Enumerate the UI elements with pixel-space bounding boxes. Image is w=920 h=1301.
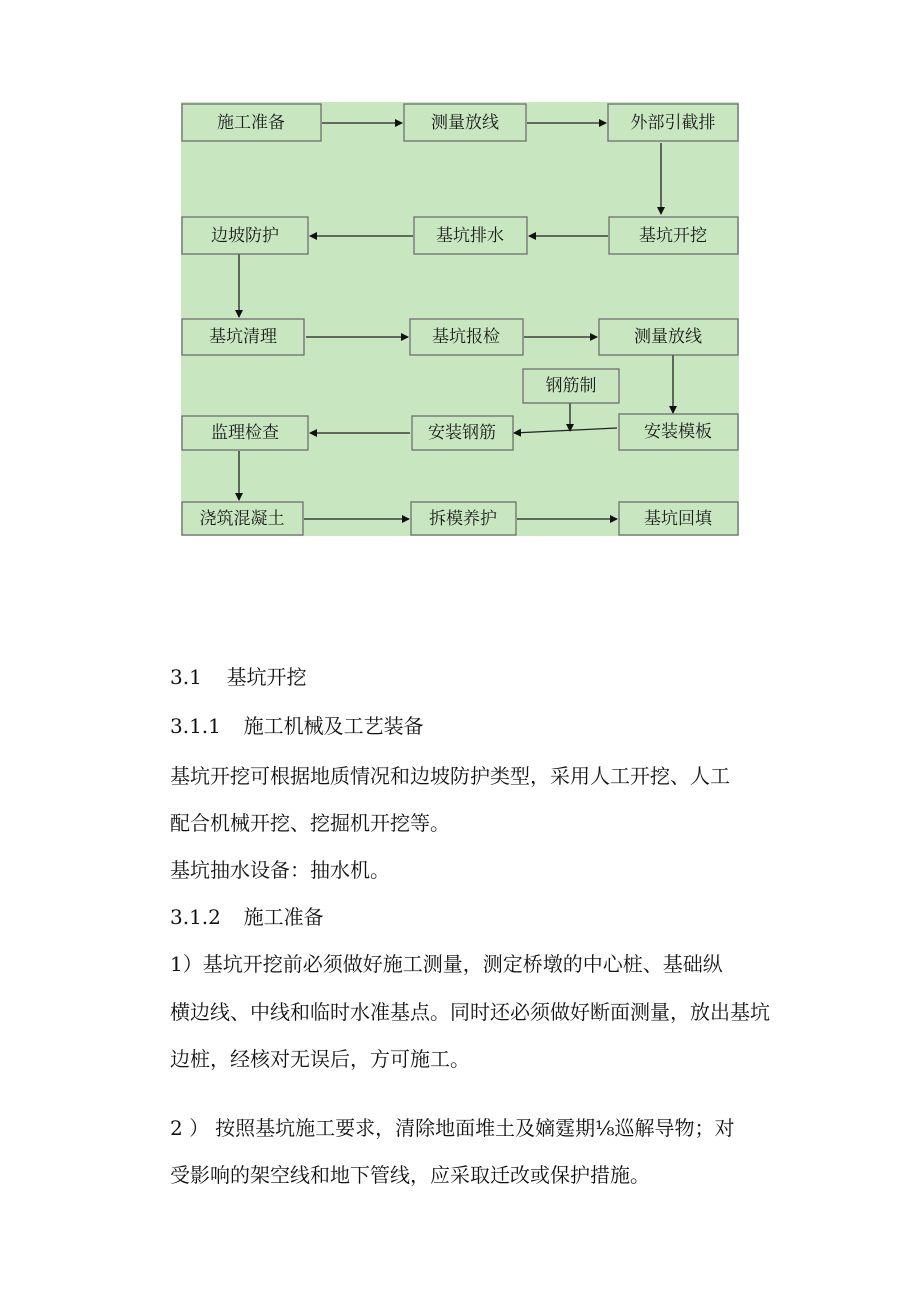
section-heading-3-1-2 (170, 907, 324, 927)
node-rebar-install-label: 安装钢筋 (428, 423, 496, 443)
node-backfill-label: 基坑回填 (644, 509, 712, 529)
construction-flowchart (0, 0, 920, 560)
node-clean-label: 基坑清理 (209, 327, 277, 347)
node-pour-label: 浇筑混凝土 (199, 509, 285, 529)
section-number: 3.1.2 (170, 905, 221, 929)
node-slope-label: 边坡防护 (211, 226, 279, 246)
node-survey2-label: 测量放线 (634, 327, 702, 347)
node-excavate-label: 基坑开挖 (639, 226, 707, 246)
section-title: 施工机械及工艺装备 (243, 714, 424, 738)
paragraph-excavation-methods-line2: 配合机械开挖、挖掘机开挖等。 (170, 811, 450, 835)
list-item-1-line3: 边桩，经核对无误后，方可施工。 (170, 1047, 470, 1071)
list-item-2-line2: 受影响的架空线和地下管线，应采取迁改或保护措施。 (170, 1163, 650, 1187)
node-pit-drain-label: 基坑排水 (436, 226, 504, 246)
list-item-1-line2: 横边线、中线和临时水准基点。同时还必须做好断面测量，放出基坑 (170, 1000, 770, 1024)
node-formwork-label: 安装模板 (644, 422, 712, 442)
section-title: 施工准备 (243, 905, 324, 929)
section-title: 基坑开挖 (226, 665, 307, 689)
node-rebar-make-label: 钢筋制 (545, 376, 597, 396)
section-heading-3-1-1 (170, 716, 424, 736)
section-number: 3.1 (170, 665, 202, 689)
node-survey1-label: 测量放线 (431, 113, 499, 133)
list-item-2-line1 (170, 1118, 734, 1138)
list-item-text: 基坑开挖前必须做好施工测量，测定桥墩的中心桩、基础纵 (202, 952, 723, 976)
node-supervise-label: 监理检查 (211, 423, 279, 443)
list-item-marker: 1） (170, 952, 203, 976)
list-item-marker: 2 ） (170, 1116, 210, 1140)
list-item-text: 按照基坑施工要求，清除地面堆土及嫡霆期⅛巡解导物；对 (215, 1116, 735, 1140)
list-item-1-line1 (170, 954, 723, 974)
section-heading-3-1 (170, 667, 307, 687)
paragraph-excavation-methods-line1: 基坑开挖可根据地质情况和边坡防护类型，采用人工开挖、人工 (170, 764, 730, 788)
node-drain-out-label: 外部引截排 (630, 113, 716, 133)
node-strip-label: 拆模养护 (429, 509, 497, 529)
section-number: 3.1.1 (170, 714, 221, 738)
node-inspect-label: 基坑报检 (432, 327, 500, 347)
paragraph-pump-equipment: 基坑抽水设备：抽水机。 (170, 858, 390, 882)
node-prep-label: 施工准备 (217, 113, 285, 133)
